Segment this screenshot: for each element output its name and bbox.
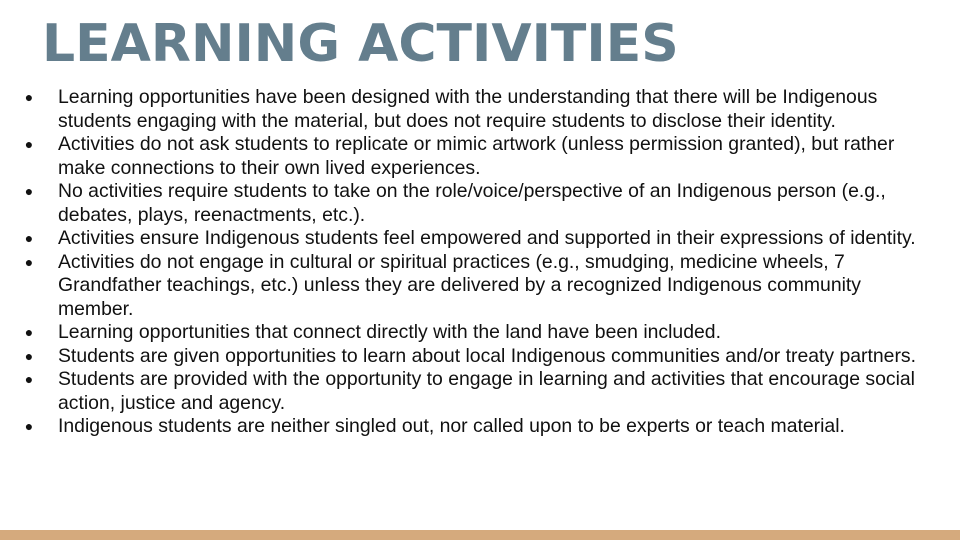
slide-title: LEARNING ACTIVITIES	[42, 14, 679, 74]
bullet-text: Learning opportunities that connect directly with the land have been included.	[58, 321, 721, 343]
bullet-item	[0, 133, 920, 180]
bullet-icon: ●	[24, 183, 34, 199]
bullet-icon: ●	[24, 371, 34, 387]
bullet-icon: ●	[24, 324, 34, 340]
bullet-item	[0, 251, 920, 322]
bullet-icon: ●	[24, 418, 34, 434]
bullet-item	[0, 368, 920, 415]
bullet-list	[0, 86, 920, 439]
bullet-icon: ●	[24, 253, 34, 270]
bullet-icon: ●	[24, 347, 34, 364]
bullet-text: Activities do not ask students to replicate or mimic artwork (unless permission granted), but rather make connections to their own lived experiences.	[58, 133, 895, 179]
bullet-icon: ●	[24, 89, 34, 105]
bullet-text: Learning opportunities have been designed with the understanding that there will be Indigenous students engaging with the material, but does not require students to disclose their identity.	[58, 86, 878, 132]
bullet-text: Students are given opportunities to learn about local Indigenous communities and/or treaty partners.	[58, 344, 917, 367]
bullet-text: No activities require students to take on the role/voice/perspective of an Indigenous person (e.g., debates, plays, reenactments, etc.).	[58, 180, 886, 226]
bullet-item	[0, 86, 920, 133]
bullet-item	[0, 345, 920, 369]
bullet-item	[0, 180, 920, 227]
bullet-icon: ●	[24, 230, 34, 246]
bullet-icon: ●	[24, 136, 34, 152]
bullet-text: Indigenous students are neither singled out, nor called upon to be experts or teach material.	[58, 415, 845, 437]
footer-accent-bar	[0, 530, 960, 540]
bullet-text: Students are provided with the opportunity to engage in learning and activities that encourage social action, justice and agency.	[58, 368, 915, 414]
bullet-text: Activities do not engage in cultural or spiritual practices (e.g., smudging, medicine wheels, 7 Grandfather teachings, etc.) unless they are delivered by a recognized Indigenous community member.	[58, 250, 862, 320]
bullet-text: Activities ensure Indigenous students feel empowered and supported in their expressions of identity.	[58, 227, 916, 249]
bullet-item	[0, 227, 920, 251]
bullet-item	[0, 415, 920, 439]
bullet-item	[0, 321, 920, 345]
